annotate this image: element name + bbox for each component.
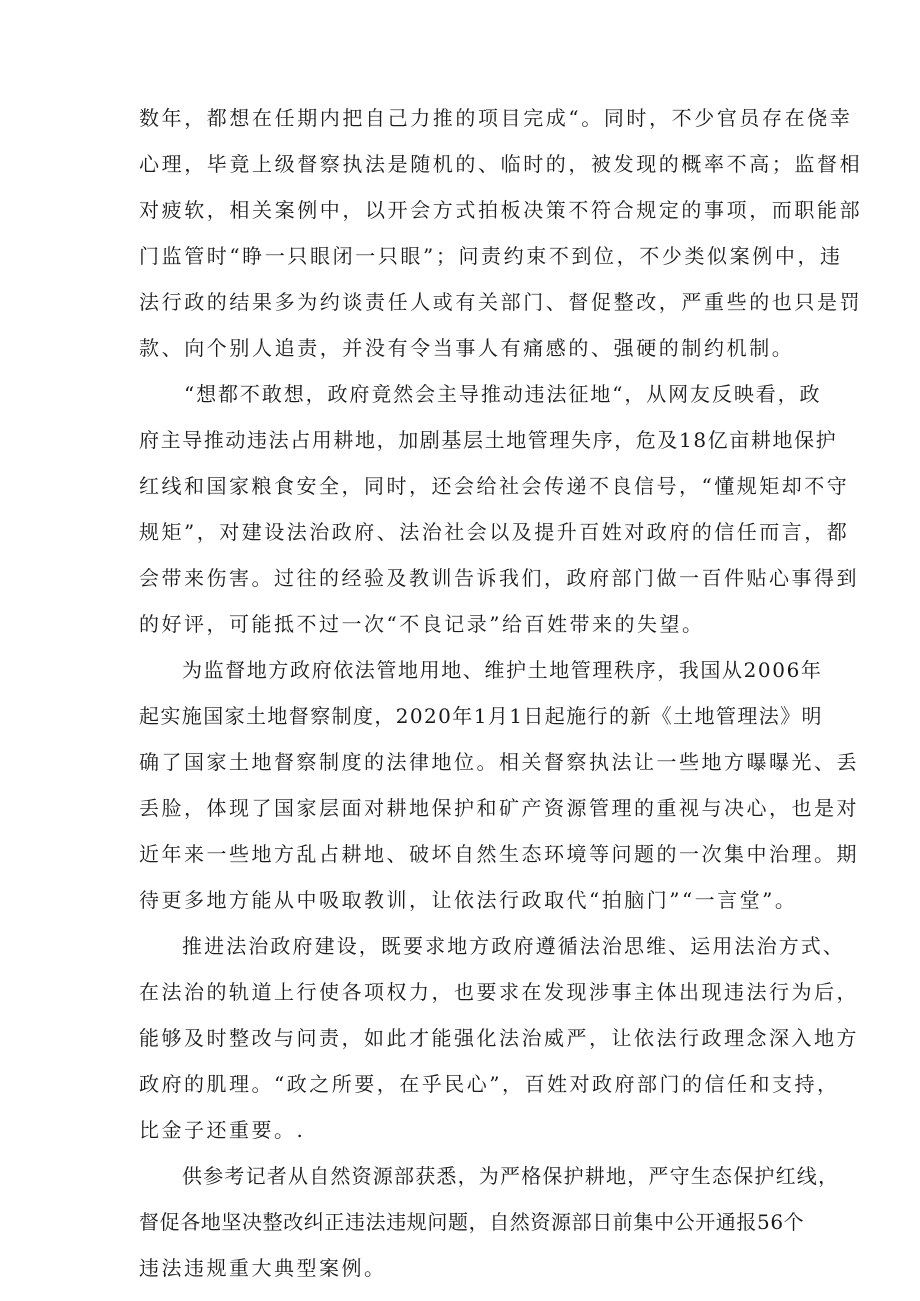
- paragraph-line: 在法治的轨道上行使各项权力，也要求在发现涉事主体出现违法行为后，: [139, 980, 859, 1004]
- paragraph-line: 供参考记者从自然资源部获悉，为严格保护耕地，严守生态保护红线，: [182, 1164, 840, 1188]
- paragraph-line: 的好评，可能抵不过一次“不良记录”给百姓带来的失望。: [139, 612, 705, 636]
- paragraph-line: 能够及时整改与问责，如此才能强化法治威严，让依法行政理念深入地方: [139, 1026, 859, 1050]
- paragraph-line: 法行政的结果多为约谈责任人或有关部门、督促整改，严重些的也只是罚: [139, 290, 863, 314]
- paragraph-line: 门监管时“睁一只眼闭一只眼”；问责约束不到位，不少类似案例中，违: [139, 244, 843, 268]
- paragraph-line: 数年，都想在任期内把自己力推的项目完成“。同时，不少官员存在侥幸: [139, 106, 853, 130]
- paragraph-line: “想都不敢想，政府竟然会主导推动违法征地“，从网友反映看，政: [184, 382, 822, 406]
- paragraph-line: 款、向个别人追责，并没有令当事人有痛感的、强硬的制约机制。: [139, 336, 795, 360]
- paragraph-line: 为监督地方政府依法管地用地、维护土地管理秩序，我国从2006年: [182, 658, 823, 682]
- paragraph-line: 政府的肌理。“政之所要，在乎民心”，百姓对政府部门的信任和支持，: [139, 1072, 840, 1096]
- paragraph-line: 督促各地坚决整改纠正违法违规问题，自然资源部日前集中公开通报56个: [139, 1210, 805, 1234]
- paragraph-line: 确了国家土地督察制度的法律地位。相关督察执法让一些地方曝曝光、丢: [139, 750, 859, 774]
- paragraph-line: 待更多地方能从中吸取教训，让依法行政取代“拍脑门”“一言堂”。: [139, 888, 798, 912]
- paragraph-line: 推进法治政府建设，既要求地方政府遵循法治思维、运用法治方式、: [182, 934, 845, 958]
- paragraph-line: 比金子还重要。.: [139, 1118, 306, 1142]
- paragraph-line: 府主导推动违法占用耕地，加剧基层土地管理失序，危及18亿亩耕地保护: [139, 428, 838, 452]
- paragraph-line: 近年来一些地方乱占耕地、破坏自然生态环境等问题的一次集中治理。期: [139, 842, 859, 866]
- paragraph-line: 违法违规重大典型案例。: [139, 1256, 387, 1280]
- paragraph-line: 起实施国家土地督察制度，2020年1月1日起施行的新《土地管理法》明: [139, 704, 823, 728]
- paragraph-line: 对疲软，相关案例中，以开会方式拍板决策不符合规定的事项，而职能部: [139, 198, 863, 222]
- paragraph-line: 规矩”，对建设法治政府、法治社会以及提升百姓对政府的信任而言，都: [139, 520, 850, 544]
- paragraph-line: 会带来伤害。过往的经验及教训告诉我们，政府部门做一百件贴心事得到: [139, 566, 859, 590]
- paragraph-line: 丢脸，体现了国家层面对耕地保护和矿产资源管理的重视与决心，也是对: [139, 796, 859, 820]
- paragraph-line: 红线和国家粮食安全，同时，还会给社会传递不良信号，“懂规矩却不守: [139, 474, 850, 498]
- paragraph-line: 心理，毕竟上级督察执法是随机的、临时的，被发现的概率不高；监督相: [139, 152, 863, 176]
